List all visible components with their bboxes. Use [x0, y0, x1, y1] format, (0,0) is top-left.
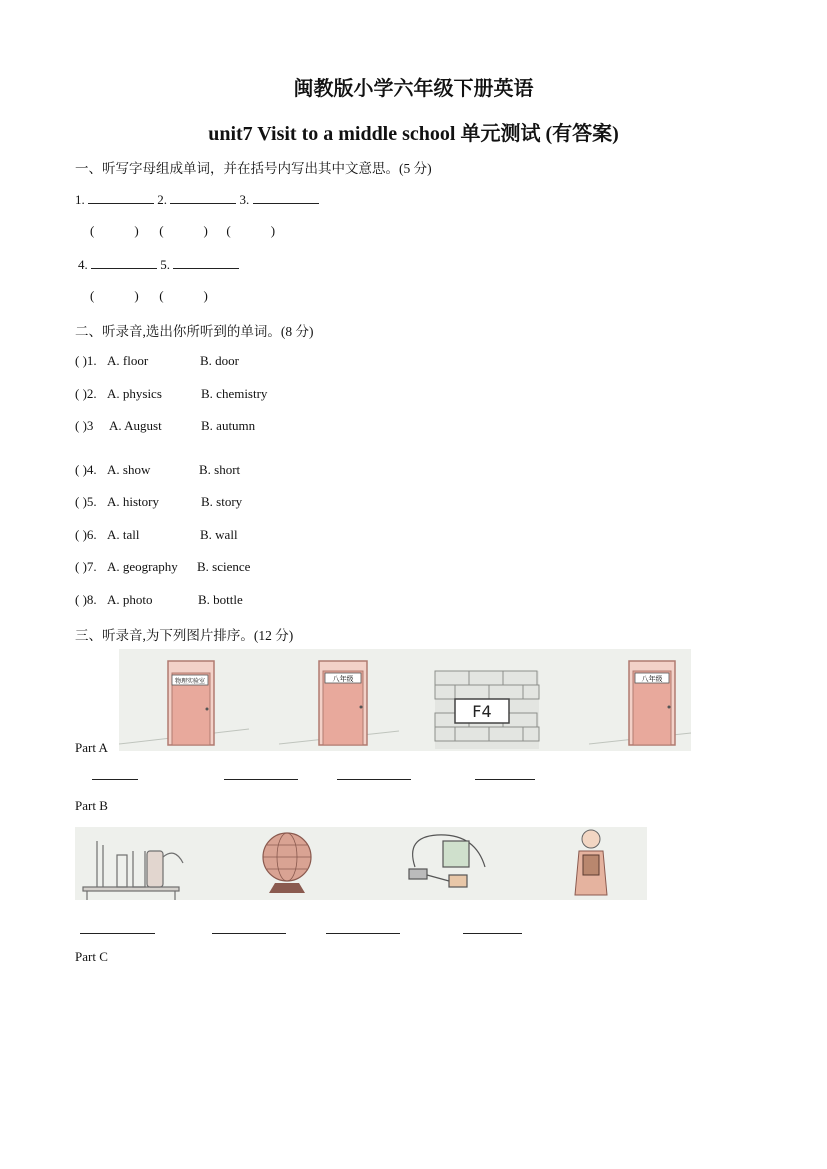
- choice-item: [75, 386, 268, 402]
- paren-close: ): [203, 223, 208, 238]
- svg-text:八年级: 八年级: [332, 675, 354, 683]
- option-b[interactable]: B. story: [201, 494, 243, 509]
- paren-open: (: [90, 288, 95, 303]
- choice-item: [75, 353, 239, 369]
- brick-wall-f4-picture: [435, 671, 539, 749]
- choice-number: ( )4.: [75, 462, 97, 477]
- subjects-illustration: [75, 827, 647, 900]
- order-blank[interactable]: [337, 779, 411, 780]
- order-blank[interactable]: [212, 933, 286, 934]
- item-number: 1.: [75, 192, 85, 207]
- option-b[interactable]: B. chemistry: [201, 386, 268, 401]
- option-b[interactable]: B. short: [199, 462, 241, 477]
- student-reading-picture: [575, 830, 607, 895]
- choice-item: [75, 494, 243, 510]
- page-subtitle: unit7 Visit to a middle school 单元测试 (有答案): [208, 123, 619, 145]
- section1-row2: [78, 256, 239, 273]
- paren-open: (: [90, 223, 95, 238]
- item-number: 4.: [78, 257, 88, 272]
- paren-close: ): [134, 223, 139, 238]
- option-b[interactable]: B. wall: [200, 527, 238, 542]
- item-number: 3.: [239, 192, 250, 207]
- paren-close: ): [270, 223, 276, 238]
- choice-item: [75, 462, 241, 478]
- circuit-picture: [409, 835, 485, 887]
- option-a[interactable]: A. geography: [107, 559, 178, 574]
- option-b[interactable]: B. door: [200, 353, 239, 368]
- answer-blank[interactable]: [88, 191, 154, 204]
- answer-blank[interactable]: [253, 191, 319, 204]
- option-a[interactable]: A. August: [109, 418, 162, 433]
- choice-number: ( )8.: [75, 592, 97, 607]
- item-number: 2.: [157, 192, 167, 207]
- meaning-parens-row2: [90, 288, 208, 304]
- part-a-picture-strip: [119, 649, 691, 751]
- page-title: 闽教版小学六年级下册英语: [293, 78, 534, 100]
- option-a[interactable]: A. tall: [107, 527, 140, 542]
- paren-open: (: [226, 223, 231, 238]
- section1-heading: 一、听写字母组成单词，并在括号内写出其中文意思。(5 分): [75, 161, 432, 176]
- order-blank[interactable]: [475, 779, 535, 780]
- order-blank[interactable]: [80, 933, 155, 934]
- choice-item: [75, 592, 243, 608]
- part-b-picture-strip: [75, 827, 647, 900]
- svg-text:F4: F4: [472, 702, 492, 721]
- option-b[interactable]: B. autumn: [201, 418, 256, 433]
- lab-equipment-picture: [83, 841, 183, 900]
- order-blank[interactable]: [463, 933, 522, 934]
- paren-open: (: [159, 223, 164, 238]
- door-picture-4: [589, 661, 691, 745]
- answer-blank[interactable]: [170, 191, 236, 204]
- choice-number: ( )1.: [75, 353, 97, 368]
- choice-number: ( )6.: [75, 527, 97, 542]
- option-a[interactable]: A. show: [107, 462, 151, 477]
- globe-picture: [263, 833, 311, 893]
- order-blank[interactable]: [224, 779, 298, 780]
- section2-heading: 二、听录音,选出你所听到的单词。(8 分): [75, 324, 314, 339]
- doors-illustration: [119, 649, 691, 751]
- choice-item: [75, 527, 238, 543]
- paren-close: ): [203, 288, 208, 303]
- svg-text:八年级: 八年级: [641, 675, 663, 683]
- paren-open: (: [159, 288, 164, 303]
- paren-close: ): [134, 288, 139, 303]
- meaning-parens-row1: [90, 223, 275, 239]
- item-number: 5.: [160, 257, 170, 272]
- option-a[interactable]: A. history: [107, 494, 159, 509]
- door-picture-1: [119, 661, 249, 745]
- part-a-label: Part A: [75, 740, 108, 755]
- section3-heading: 三、听录音,为下列图片排序。(12 分): [75, 628, 294, 643]
- order-blank[interactable]: [92, 779, 138, 780]
- choice-item: [75, 559, 251, 575]
- choice-number: ( )5.: [75, 494, 97, 509]
- part-c-label: Part C: [75, 949, 108, 964]
- choice-number: ( )7.: [75, 559, 97, 574]
- option-a[interactable]: A. physics: [107, 386, 162, 401]
- choice-item: [75, 418, 256, 434]
- choice-number: ( )2.: [75, 386, 97, 401]
- svg-text:物理实验室: 物理实验室: [174, 678, 206, 685]
- section1-row1: [75, 191, 319, 208]
- option-b[interactable]: B. bottle: [198, 592, 243, 607]
- order-blank[interactable]: [326, 933, 400, 934]
- answer-blank[interactable]: [173, 256, 239, 269]
- answer-blank[interactable]: [91, 256, 157, 269]
- option-a[interactable]: A. photo: [107, 592, 153, 607]
- part-b-label: Part B: [75, 798, 108, 813]
- choice-number: ( )3: [75, 418, 94, 433]
- door-picture-2: [279, 661, 399, 745]
- option-a[interactable]: A. floor: [107, 353, 149, 368]
- option-b[interactable]: B. science: [197, 559, 251, 574]
